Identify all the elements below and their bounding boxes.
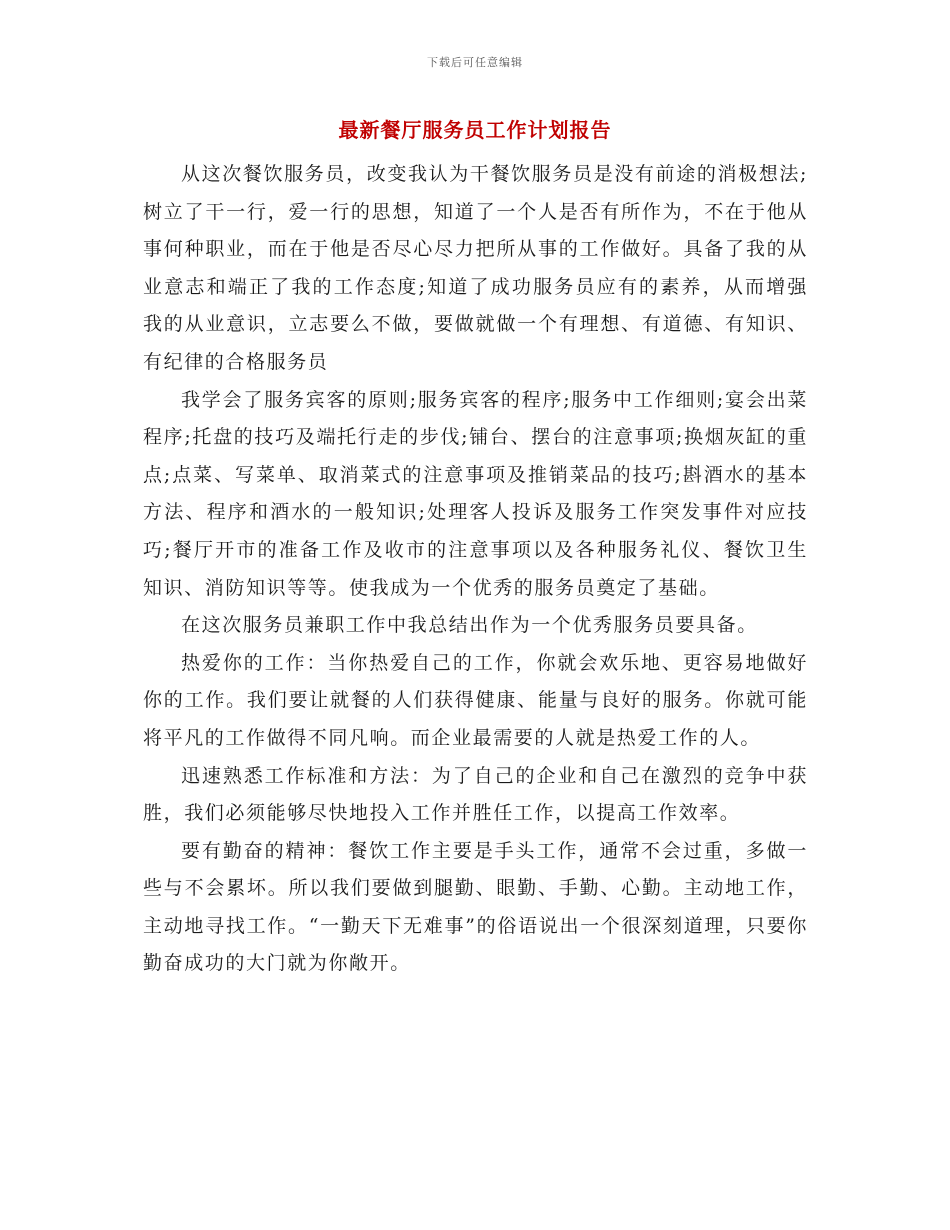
document-body — [143, 156, 808, 983]
paragraph-2: 我学会了服务宾客的原则;服务宾客的程序;服务中工作细则;宴会出菜程序;托盘的技巧及端托行走的步伐;铺台、摆台的注意事项;换烟灰缸的重点;点菜、写菜单、取消菜式的注意事项及推销菜品的技巧;斟酒水的基本方法、程序和酒水的一般知识;处理客人投诉及服务工作突发事件对应技巧;餐厅开市的准备工作及收市的注意事项以及各种服务礼仪、餐饮卫生知识、消防知识等等。使我成为一个优秀的服务员奠定了基础。 — [143, 388, 808, 599]
paragraph-1: 从这次餐饮服务员，改变我认为干餐饮服务员是没有前途的消极想法;树立了干一行，爱一行的思想，知道了一个人是否有所作为，不在于他从事何种职业，而在于他是否尽心尽力把所从事的工作做好。具备了我的从业意志和端正了我的工作态度;知道了成功服务员应有的素养，从而增强我的从业意识，立志要么不做，要做就做一个有理想、有道德、有知识、有纪律的合格服务员 — [143, 163, 808, 373]
paragraph-5: 迅速熟悉工作标准和方法：为了自己的企业和自己在激烈的竞争中获胜，我们必须能够尽快地投入工作并胜任工作，以提高工作效率。 — [143, 764, 808, 825]
paragraph-4: 热爱你的工作：当你热爱自己的工作，你就会欢乐地、更容易地做好你的工作。我们要让就餐的人们获得健康、能量与良好的服务。你就可能将平凡的工作做得不同凡响。而企业最需要的人就是热爱工作的人。 — [143, 651, 808, 749]
document-title: 最新餐厅服务员工作计划报告 — [338, 118, 612, 142]
header-note: 下载后可任意编辑 — [427, 56, 523, 69]
paragraph-6: 要有勤奋的精神：餐饮工作主要是手头工作，通常不会过重，多做一些与不会累坏。所以我们要做到腿勤、眼勤、手勤、心勤。主动地工作，主动地寻找工作。“一勤天下无难事”的俗语说出一个很深刻道理，只要你勤奋成功的大门就为你敞开。 — [143, 839, 808, 975]
paragraph-3: 在这次服务员兼职工作中我总结出作为一个优秀服务员要具备。 — [181, 614, 758, 637]
